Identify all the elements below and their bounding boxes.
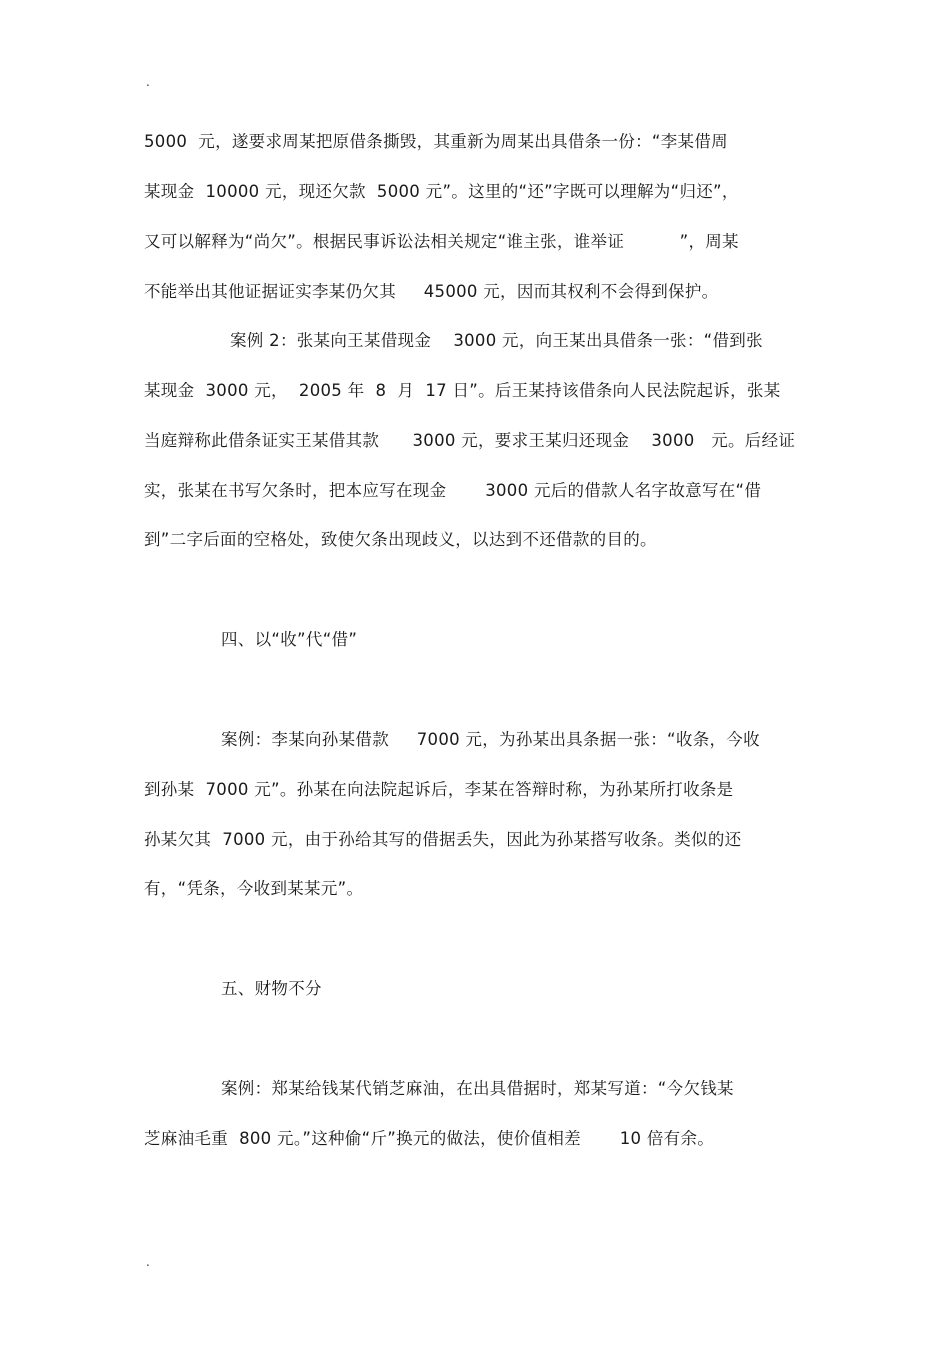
body-line: 某现金 10000 元，现还欠款 5000 元”。这里的“还”字既可以理解为“归还”，: [144, 182, 739, 201]
section-heading: 五、财物不分: [221, 979, 322, 998]
body-line: 孙某欠其 7000 元，由于孙给其写的借据丢失，因此为孙某搭写收条。类似的还: [144, 830, 742, 849]
body-line: 某现金 3000 元， 2005 年 8 月 17 日”。后王某持该借条向人民法院起诉，张某: [144, 381, 781, 400]
body-line: 案例：郑某给钱某代销芝麻油，在出具借据时，郑某写道：“今欠钱某: [221, 1079, 734, 1098]
body-line: 芝麻油毛重 800 元。”这种偷“斤”换元的做法，使价值相差 10 倍有余。: [144, 1129, 715, 1148]
body-line: 到”二字后面的空格处，致使欠条出现歧义，以达到不还借款的目的。: [144, 530, 657, 549]
footer-mark: .: [146, 1255, 150, 1269]
body-line: 又可以解释为“尚欠”。根据民事诉讼法相关规定“谁主张，谁举证 ”，周某: [144, 232, 739, 251]
body-line: 当庭辩称此借条证实王某借其款 3000 元，要求王某归还现金 3000 元。后经证: [144, 431, 796, 450]
body-line: 5000 元，遂要求周某把原借条撕毁，其重新为周某出具借条一份：“李某借周: [144, 132, 728, 151]
body-line: 案例：李某向孙某借款 7000 元，为孙某出具条据一张：“收条，今收: [221, 730, 760, 749]
body-line: 实，张某在书写欠条时，把本应写在现金 3000 元后的借款人名字故意写在“借: [144, 481, 762, 500]
body-line: 到孙某 7000 元”。孙某在向法院起诉后，李某在答辩时称，为孙某所打收条是: [144, 780, 734, 799]
header-mark: .: [146, 75, 150, 89]
body-line: 案例 2：张某向王某借现金 3000 元，向王某出具借条一张：“借到张: [230, 331, 763, 350]
section-heading: 四、以“收”代“借”: [221, 630, 358, 649]
body-line: 有，“凭条，今收到某某元”。: [144, 879, 364, 898]
body-line: 不能举出其他证据证实李某仍欠其 45000 元，因而其权利不会得到保护。: [144, 282, 719, 301]
